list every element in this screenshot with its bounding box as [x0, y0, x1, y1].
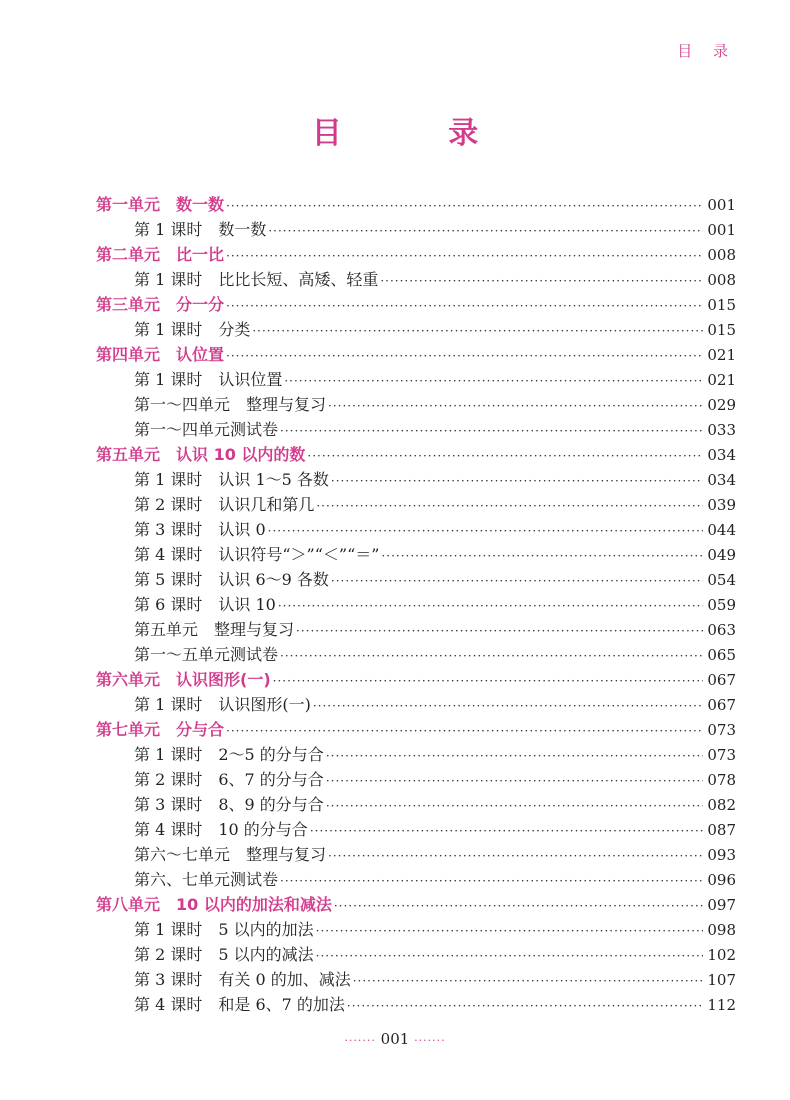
toc-entry-page: 001 — [707, 221, 736, 239]
toc-unit-entry[interactable] — [96, 442, 736, 467]
toc-lesson-entry[interactable] — [96, 817, 736, 842]
page-footer — [0, 1030, 790, 1048]
toc-lesson-entry[interactable] — [96, 267, 736, 292]
toc-leader-dots — [334, 894, 704, 919]
toc-entry-page: 033 — [707, 421, 736, 439]
toc-entry-label: 第 1 课时 认识位置 — [134, 370, 283, 389]
toc-entry-page: 087 — [707, 821, 736, 839]
toc-entry-label: 第八单元 10 以内的加法和减法 — [96, 895, 332, 914]
toc-lesson-entry[interactable] — [96, 317, 736, 342]
toc-entry-page: 001 — [707, 196, 736, 214]
toc-entry-label: 第二单元 比一比 — [96, 245, 225, 264]
toc-lesson-entry[interactable] — [96, 967, 736, 992]
toc-leader-dots — [226, 719, 703, 744]
toc-leader-dots — [313, 694, 704, 719]
toc-leader-dots — [278, 594, 704, 619]
toc-unit-entry[interactable] — [96, 192, 736, 217]
toc-entry-page: 008 — [707, 271, 736, 289]
toc-entry-label: 第五单元 认识 10 以内的数 — [96, 445, 306, 464]
toc-entry-label: 第 3 课时 有关 0 的加、减法 — [134, 970, 351, 989]
toc-entry-page: 059 — [707, 596, 736, 614]
toc-entry-label: 第七单元 分与合 — [96, 720, 225, 739]
toc-entry-label: 第 1 课时 数一数 — [134, 220, 267, 239]
toc-entry-page: 008 — [707, 246, 736, 264]
toc-entry-page: 078 — [707, 771, 736, 789]
toc-entry-label: 第 1 课时 认识图形(一) — [134, 695, 311, 714]
toc-unit-entry[interactable] — [96, 242, 736, 267]
toc-entry-page: 054 — [707, 571, 736, 589]
toc-entry-label: 第一单元 数一数 — [96, 195, 225, 214]
toc-entry-page: 034 — [707, 471, 736, 489]
toc-entry-label: 第 2 课时 认识几和第几 — [134, 495, 315, 514]
toc-entry-label: 第 3 课时 认识 0 — [134, 520, 266, 539]
toc-leader-dots — [226, 194, 703, 219]
toc-entry-label: 第 4 课时 认识符号“＞”“＜”“＝” — [134, 545, 380, 564]
toc-entry-page: 034 — [707, 446, 736, 464]
toc-unit-entry[interactable] — [96, 292, 736, 317]
running-header: 目 录 — [677, 42, 736, 60]
toc-entry-label: 第六～七单元 整理与复习 — [134, 845, 327, 864]
toc-leader-dots — [347, 994, 703, 1019]
toc-lesson-entry[interactable] — [96, 217, 736, 242]
toc-leader-dots — [280, 644, 703, 669]
toc-lesson-entry[interactable] — [96, 617, 736, 642]
toc-entry-label: 第六单元 认识图形(一) — [96, 670, 271, 689]
toc-entry-page: 044 — [707, 521, 736, 539]
toc-entry-label: 第 4 课时 和是 6、7 的加法 — [134, 995, 345, 1014]
toc-lesson-entry[interactable] — [96, 467, 736, 492]
toc-entry-page: 065 — [707, 646, 736, 664]
toc-leader-dots — [328, 394, 703, 419]
toc-unit-entry[interactable] — [96, 892, 736, 917]
footer-dots-right: ······· — [414, 1034, 446, 1047]
toc-entry-page: 098 — [707, 921, 736, 939]
toc-lesson-entry[interactable] — [96, 567, 736, 592]
toc-lesson-entry[interactable] — [96, 517, 736, 542]
toc-lesson-entry[interactable] — [96, 742, 736, 767]
toc-leader-dots — [328, 844, 703, 869]
toc-entry-page: 067 — [707, 696, 736, 714]
toc-lesson-entry[interactable] — [96, 417, 736, 442]
toc-entry-label: 第五单元 整理与复习 — [134, 620, 295, 639]
toc-entry-label: 第四单元 认位置 — [96, 345, 225, 364]
toc-entry-page: 096 — [707, 871, 736, 889]
toc-entry-page: 082 — [707, 796, 736, 814]
toc-entry-page: 029 — [707, 396, 736, 414]
toc-lesson-entry[interactable] — [96, 692, 736, 717]
toc-entry-label: 第一～五单元测试卷 — [134, 645, 279, 664]
toc-leader-dots — [268, 219, 703, 244]
toc-entry-page: 049 — [707, 546, 736, 564]
toc-entry-page: 107 — [707, 971, 736, 989]
toc-entry-label: 第 1 课时 分类 — [134, 320, 251, 339]
toc-entry-page: 112 — [707, 996, 736, 1014]
toc-entry-label: 第 3 课时 8、9 的分与合 — [134, 795, 324, 814]
toc-lesson-entry[interactable] — [96, 392, 736, 417]
toc-leader-dots — [331, 469, 703, 494]
toc-leader-dots — [326, 794, 704, 819]
toc-lesson-entry[interactable] — [96, 867, 736, 892]
toc-leader-dots — [380, 269, 703, 294]
toc-lesson-entry[interactable] — [96, 542, 736, 567]
toc-lesson-entry[interactable] — [96, 992, 736, 1017]
toc-entry-page: 063 — [707, 621, 736, 639]
toc-entry-label: 第六、七单元测试卷 — [134, 870, 279, 889]
toc-entry-label: 第 2 课时 5 以内的减法 — [134, 945, 314, 964]
toc-leader-dots — [280, 869, 703, 894]
toc-entry-label: 第 2 课时 6、7 的分与合 — [134, 770, 324, 789]
toc-lesson-entry[interactable] — [96, 367, 736, 392]
toc-entry-page: 039 — [707, 496, 736, 514]
toc-entry-page: 021 — [707, 346, 736, 364]
footer-dots-left: ······· — [344, 1034, 376, 1047]
toc-lesson-entry[interactable] — [96, 842, 736, 867]
toc-leader-dots — [326, 744, 704, 769]
toc-unit-entry[interactable] — [96, 717, 736, 742]
toc-leader-dots — [280, 419, 703, 444]
toc-entry-label: 第 1 课时 2～5 的分与合 — [134, 745, 324, 764]
toc-entry-page: 067 — [707, 671, 736, 689]
toc-leader-dots — [326, 769, 704, 794]
toc-leader-dots — [273, 669, 704, 694]
toc-entry-label: 第 1 课时 认识 1～5 各数 — [134, 470, 329, 489]
toc-unit-entry[interactable] — [96, 667, 736, 692]
toc-lesson-entry[interactable] — [96, 792, 736, 817]
toc-leader-dots — [381, 544, 703, 569]
toc-lesson-entry[interactable] — [96, 592, 736, 617]
toc-lesson-entry[interactable] — [96, 942, 736, 967]
toc-entry-page: 073 — [707, 746, 736, 764]
toc-leader-dots — [226, 244, 703, 269]
toc-entry-label: 第 4 课时 10 的分与合 — [134, 820, 308, 839]
page-number: 001 — [380, 1030, 410, 1048]
toc-leader-dots — [316, 494, 703, 519]
toc-leader-dots — [310, 819, 704, 844]
toc-entry-label: 第 1 课时 比比长短、高矮、轻重 — [134, 270, 379, 289]
toc-leader-dots — [316, 944, 704, 969]
toc-lesson-entry[interactable] — [96, 917, 736, 942]
toc-leader-dots — [226, 344, 703, 369]
page-title: 目 录 — [311, 116, 527, 151]
toc-entry-page: 093 — [707, 846, 736, 864]
toc-entry-label: 第 1 课时 5 以内的加法 — [134, 920, 314, 939]
toc-leader-dots — [268, 519, 704, 544]
toc-leader-dots — [226, 294, 703, 319]
toc-leader-dots — [252, 319, 703, 344]
toc-entry-label: 第 6 课时 认识 10 — [134, 595, 276, 614]
toc-lesson-entry[interactable] — [96, 767, 736, 792]
toc-leader-dots — [307, 444, 703, 469]
toc-entry-page: 102 — [707, 946, 736, 964]
toc-leader-dots — [284, 369, 703, 394]
toc-entry-label: 第一～四单元 整理与复习 — [134, 395, 327, 414]
toc-leader-dots — [331, 569, 703, 594]
toc-unit-entry[interactable] — [96, 342, 736, 367]
toc-entry-page: 073 — [707, 721, 736, 739]
toc-leader-dots — [296, 619, 703, 644]
toc-leader-dots — [353, 969, 704, 994]
toc-lesson-entry[interactable] — [96, 492, 736, 517]
toc-entry-page: 015 — [707, 321, 736, 339]
toc-entry-label: 第一～四单元测试卷 — [134, 420, 279, 439]
toc-leader-dots — [316, 919, 704, 944]
toc-entry-page: 021 — [707, 371, 736, 389]
toc-lesson-entry[interactable] — [96, 642, 736, 667]
table-of-contents — [96, 192, 736, 1017]
toc-entry-label: 第 5 课时 认识 6～9 各数 — [134, 570, 329, 589]
toc-entry-label: 第三单元 分一分 — [96, 295, 225, 314]
toc-entry-page: 015 — [707, 296, 736, 314]
toc-entry-page: 097 — [707, 896, 736, 914]
